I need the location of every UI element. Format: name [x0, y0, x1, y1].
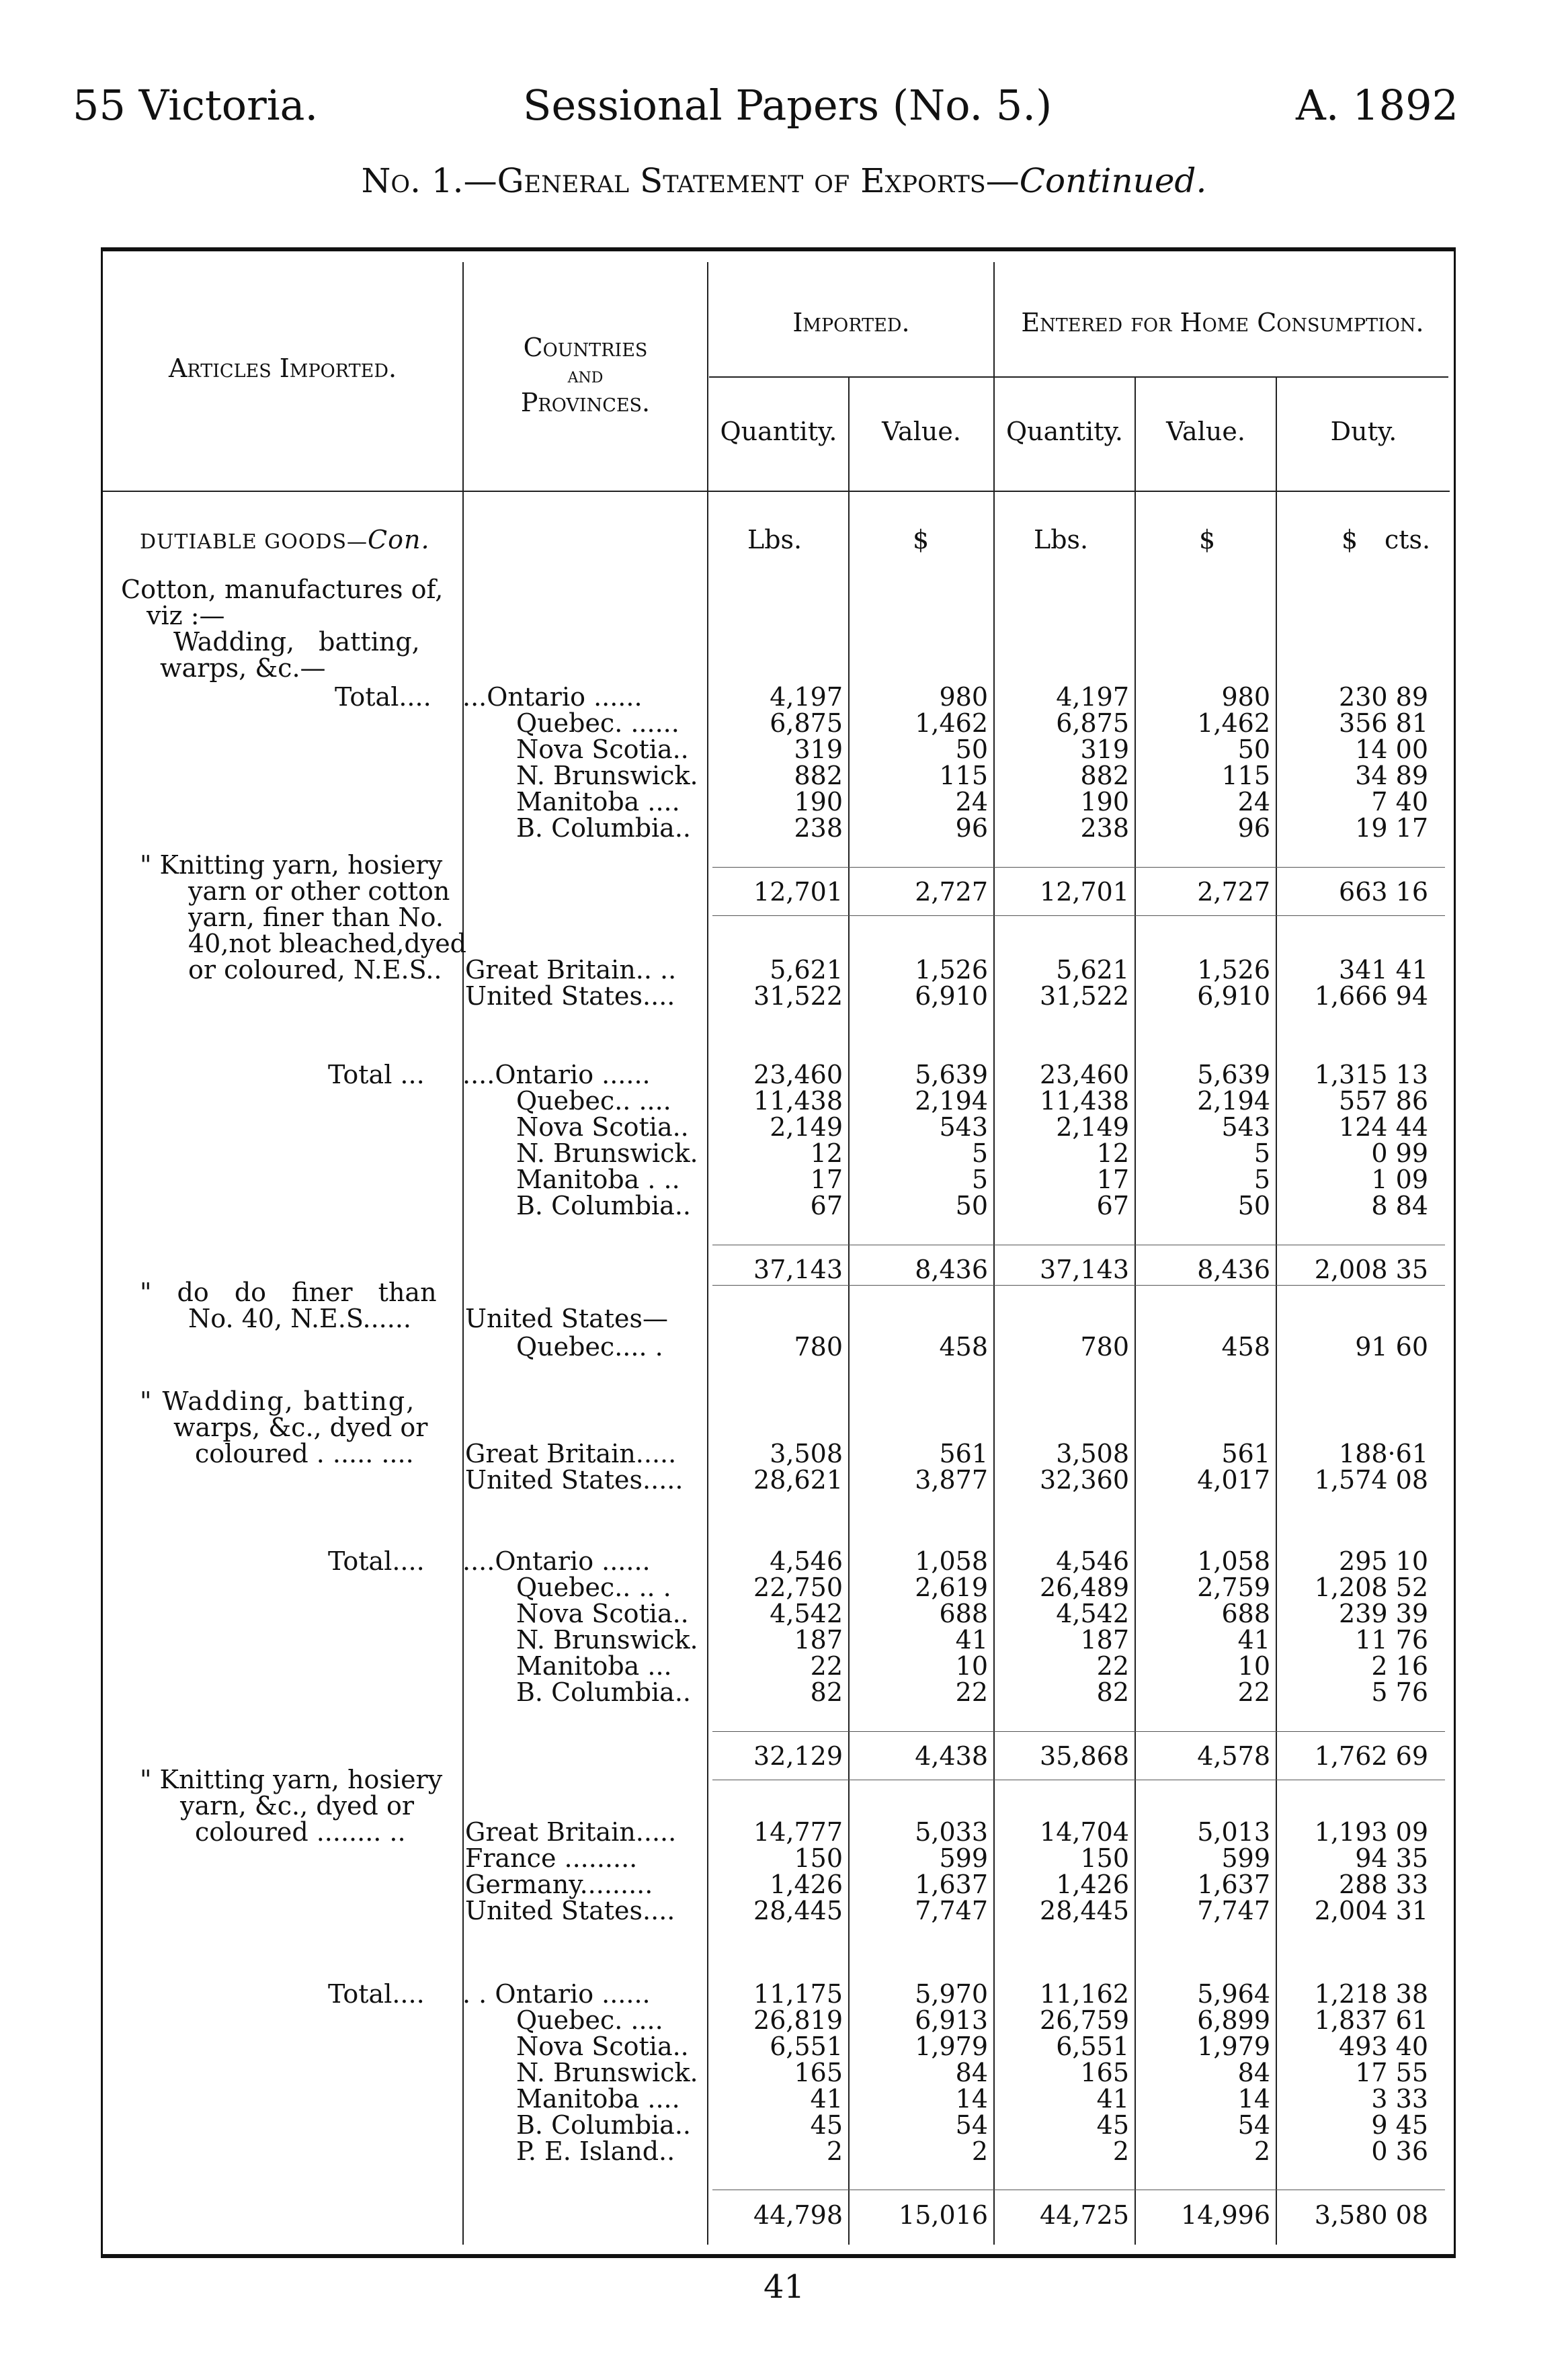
cell-country: Quebec.... .	[516, 1332, 663, 1362]
cell-value-imported: 5	[971, 1138, 988, 1168]
cell-quantity-entered: 3,508	[1056, 1439, 1129, 1468]
cell-duty: 188·61	[1339, 1439, 1428, 1468]
cell-country: N. Brunswick.	[516, 1625, 698, 1655]
col-rule-quantity1	[848, 376, 850, 2245]
cell-country: Manitoba ...	[516, 1651, 672, 1681]
cell-value-imported: 50	[955, 735, 988, 764]
cell-duty: 17 55	[1355, 2058, 1428, 2087]
cell-duty: 14 00	[1355, 735, 1428, 764]
unit-dollar-imported: $	[913, 525, 930, 554]
cell-quantity-imported: 190	[794, 787, 843, 817]
cell-duty: 1,218 38	[1314, 1979, 1428, 2009]
cell-value-entered: 24	[1237, 787, 1270, 817]
cell-duty: 230 89	[1339, 682, 1428, 712]
article-text: yarn, &c., dyed or	[180, 1791, 414, 1821]
cell-value-entered: 1,979	[1197, 2032, 1270, 2061]
cell-value-entered: 2,759	[1197, 1573, 1270, 1602]
cell-quantity-entered: 14,704	[1040, 1817, 1129, 1847]
cell-value-entered: 4,578	[1197, 1741, 1270, 1771]
cell-duty: 5 76	[1371, 1677, 1428, 1707]
cell-value-entered: 2,727	[1197, 877, 1270, 907]
cell-duty: 0 36	[1371, 2136, 1428, 2166]
cell-quantity-imported: 882	[794, 761, 843, 790]
cell-duty: 91 60	[1355, 1332, 1428, 1362]
cell-quantity-imported: 22,750	[753, 1573, 843, 1602]
col-head-articles: Articles Imported.	[168, 353, 397, 383]
col-head-quantity-entered: Quantity.	[1006, 417, 1123, 446]
cell-quantity-imported: 11,438	[753, 1086, 843, 1116]
col-rule-value2	[1276, 376, 1277, 2245]
cell-quantity-entered: 26,489	[1040, 1573, 1129, 1602]
col-head-countries-3: Provinces.	[520, 388, 651, 417]
cell-value-entered: 5	[1253, 1165, 1270, 1194]
cell-quantity-entered: 45	[1096, 2110, 1129, 2140]
cell-country: N. Brunswick.	[516, 761, 698, 790]
cell-value-entered: 7,747	[1197, 1896, 1270, 1925]
section-rule	[712, 915, 1445, 916]
cell-country: Great Britain.....	[465, 1439, 677, 1468]
section-rule	[712, 1285, 1445, 1286]
unit-dollar-entered: $	[1199, 525, 1216, 554]
cell-quantity-entered: 44,725	[1040, 2200, 1129, 2230]
cell-quantity-imported: 31,522	[753, 981, 843, 1011]
cell-quantity-entered: 190	[1080, 787, 1129, 817]
cell-duty: 1,193 09	[1314, 1817, 1428, 1847]
cell-value-entered: 22	[1237, 1677, 1270, 1707]
cell-quantity-imported: 5,621	[770, 955, 843, 985]
cell-value-imported: 50	[955, 1191, 988, 1220]
cell-country: B. Columbia..	[516, 1677, 691, 1707]
cell-value-entered: 1,058	[1197, 1546, 1270, 1576]
cell-value-imported: 5,033	[915, 1817, 988, 1847]
cell-value-entered: 688	[1221, 1599, 1270, 1628]
cell-value-imported: 1,526	[915, 955, 988, 985]
cell-quantity-entered: 35,868	[1040, 1741, 1129, 1771]
article-text: " Wadding, batting,	[140, 1386, 416, 1416]
cell-value-entered: 458	[1221, 1332, 1270, 1362]
article-text: Total....	[328, 1546, 425, 1576]
cell-country: B. Columbia..	[516, 2110, 691, 2140]
article-text: 40,not bleached,dyed	[188, 929, 467, 958]
cell-quantity-imported: 187	[794, 1625, 843, 1655]
cell-quantity-entered: 4,542	[1056, 1599, 1129, 1628]
cell-country: Nova Scotia..	[516, 735, 689, 764]
cell-country: P. E. Island..	[516, 2136, 675, 2166]
total-rule	[712, 867, 1445, 868]
cell-quantity-entered: 11,438	[1040, 1086, 1129, 1116]
cell-duty: 356 81	[1339, 708, 1428, 738]
col-head-duty: Duty.	[1330, 417, 1397, 446]
cell-value-imported: 115	[939, 761, 988, 790]
cell-value-entered: 96	[1237, 813, 1270, 843]
title-main: No. 1.—General Statement of Exports—	[361, 161, 1020, 200]
article-text: " Knitting yarn, hosiery	[140, 1765, 443, 1794]
cell-country: Nova Scotia..	[516, 1112, 689, 1142]
cell-quantity-entered: 11,162	[1040, 1979, 1129, 2009]
cell-quantity-entered: 6,551	[1056, 2032, 1129, 2061]
cell-quantity-imported: 22	[810, 1651, 843, 1681]
cell-quantity-entered: 2,149	[1056, 1112, 1129, 1142]
cell-value-imported: 1,637	[915, 1870, 988, 1899]
cell-value-entered: 561	[1221, 1439, 1270, 1468]
cell-value-imported: 7,747	[915, 1896, 988, 1925]
cell-duty: 1,837 61	[1314, 2005, 1428, 2035]
col-head-countries-2: and	[567, 362, 604, 388]
cell-value-entered: 980	[1221, 682, 1270, 712]
cell-quantity-entered: 82	[1096, 1677, 1129, 1707]
cell-country: United States—	[465, 1304, 669, 1333]
cell-value-imported: 4,438	[915, 1741, 988, 1771]
cell-country: B. Columbia..	[516, 813, 691, 843]
cell-quantity-entered: 41	[1096, 2084, 1129, 2114]
unit-lbs-imported: Lbs.	[747, 525, 802, 554]
cell-value-entered: 14,996	[1181, 2200, 1270, 2230]
unit-dollar-duty: $	[1342, 525, 1358, 554]
cell-quantity-imported: 11,175	[753, 1979, 843, 2009]
cell-duty: 493 40	[1339, 2032, 1428, 2061]
cell-quantity-entered: 28,445	[1040, 1896, 1129, 1925]
cell-quantity-imported: 238	[794, 813, 843, 843]
cell-quantity-imported: 32,129	[753, 1741, 843, 1771]
cell-value-entered: 54	[1237, 2110, 1270, 2140]
cell-value-imported: 10	[955, 1651, 988, 1681]
cell-value-entered: 5,013	[1197, 1817, 1270, 1847]
section-heading-text: DUTIABLE GOODS—	[140, 530, 368, 554]
cell-value-imported: 14	[955, 2084, 988, 2114]
cell-value-entered: 50	[1237, 1191, 1270, 1220]
cell-quantity-imported: 28,621	[753, 1465, 843, 1495]
article-text: coloured ........ ..	[195, 1817, 406, 1847]
cell-duty: 8 84	[1371, 1191, 1428, 1220]
col-head-value-imported: Value.	[882, 417, 961, 446]
cell-quantity-entered: 67	[1096, 1191, 1129, 1220]
cell-quantity-imported: 45	[810, 2110, 843, 2140]
cell-quantity-entered: 882	[1080, 761, 1129, 790]
cell-country: Great Britain.....	[465, 1817, 677, 1847]
cell-value-imported: 1,058	[915, 1546, 988, 1576]
cell-duty: 295 10	[1339, 1546, 1428, 1576]
cell-duty: 341 41	[1339, 955, 1428, 985]
article-text: Wadding, batting,	[173, 627, 420, 657]
cell-duty: 1,208 52	[1314, 1573, 1428, 1602]
cell-country: Great Britain.. ..	[465, 955, 677, 985]
cell-value-imported: 3,877	[915, 1465, 988, 1495]
cell-quantity-entered: 780	[1080, 1332, 1129, 1362]
cell-value-entered: 2,194	[1197, 1086, 1270, 1116]
cell-quantity-entered: 32,360	[1040, 1465, 1129, 1495]
cell-value-entered: 1,462	[1197, 708, 1270, 738]
cell-value-imported: 24	[955, 787, 988, 817]
cell-value-entered: 84	[1237, 2058, 1270, 2087]
cell-value-entered: 4,017	[1197, 1465, 1270, 1495]
cell-quantity-entered: 238	[1080, 813, 1129, 843]
unit-lbs-entered: Lbs.	[1034, 525, 1089, 554]
header-subrule	[709, 376, 1448, 378]
cell-country: United States....	[465, 981, 675, 1011]
col-head-countries-1: Countries	[523, 333, 648, 362]
cell-value-imported: 41	[955, 1625, 988, 1655]
cell-duty: 11 76	[1355, 1625, 1428, 1655]
article-text: coloured . ..... ....	[195, 1439, 414, 1468]
cell-quantity-imported: 1,426	[770, 1870, 843, 1899]
cell-quantity-entered: 22	[1096, 1651, 1129, 1681]
cell-quantity-imported: 4,197	[770, 682, 843, 712]
cell-value-imported: 6,913	[915, 2005, 988, 2035]
cell-country: Quebec. ......	[516, 708, 679, 738]
cell-duty: 7 40	[1371, 787, 1428, 817]
cell-country: N. Brunswick.	[516, 2058, 698, 2087]
article-text: " Knitting yarn, hosiery	[140, 850, 443, 880]
cell-quantity-entered: 187	[1080, 1625, 1129, 1655]
cell-value-imported: 458	[939, 1332, 988, 1362]
cell-quantity-entered: 23,460	[1040, 1060, 1129, 1089]
cell-quantity-imported: 2	[826, 2136, 843, 2166]
cell-duty: 2,008 35	[1314, 1255, 1428, 1284]
cell-value-imported: 2,194	[915, 1086, 988, 1116]
cell-value-imported: 1,979	[915, 2032, 988, 2061]
cell-quantity-imported: 44,798	[753, 2200, 843, 2230]
cell-country: N. Brunswick.	[516, 1138, 698, 1168]
col-rule-value1	[993, 262, 995, 2245]
cell-country: Nova Scotia..	[516, 2032, 689, 2061]
cell-quantity-entered: 12	[1096, 1138, 1129, 1168]
cell-duty: 9 45	[1371, 2110, 1428, 2140]
cell-country: ....Ontario ......	[462, 1060, 651, 1089]
article-text: Total ...	[328, 1060, 425, 1089]
article-text: Total....	[328, 1979, 425, 2009]
cell-quantity-imported: 23,460	[753, 1060, 843, 1089]
cell-value-imported: 543	[939, 1112, 988, 1142]
cell-duty: 94 35	[1355, 1843, 1428, 1873]
cell-duty: 1,574 08	[1314, 1465, 1428, 1495]
cell-value-entered: 1,526	[1197, 955, 1270, 985]
cell-quantity-imported: 67	[810, 1191, 843, 1220]
cell-duty: 1,666 94	[1314, 981, 1428, 1011]
cell-quantity-entered: 165	[1080, 2058, 1129, 2087]
cell-value-entered: 2	[1253, 2136, 1270, 2166]
cell-value-entered: 599	[1221, 1843, 1270, 1873]
section-heading	[140, 527, 430, 555]
cell-value-entered: 5,964	[1197, 1979, 1270, 2009]
cell-value-imported: 96	[955, 813, 988, 843]
cell-quantity-imported: 2,149	[770, 1112, 843, 1142]
col-head-quantity-imported: Quantity.	[720, 417, 837, 446]
cell-value-imported: 980	[939, 682, 988, 712]
cell-value-entered: 115	[1221, 761, 1270, 790]
cell-value-imported: 5,639	[915, 1060, 988, 1089]
header-sessional-papers: Sessional Papers (No. 5.)	[523, 81, 1053, 130]
cell-country: Manitoba . ..	[516, 1165, 680, 1194]
cell-value-entered: 6,899	[1197, 2005, 1270, 2035]
cell-country: . . Ontario ......	[462, 1979, 651, 2009]
cell-quantity-imported: 12	[810, 1138, 843, 1168]
cell-value-entered: 41	[1237, 1625, 1270, 1655]
cell-duty: 124 44	[1339, 1112, 1428, 1142]
cell-quantity-imported: 4,542	[770, 1599, 843, 1628]
cell-quantity-imported: 37,143	[753, 1255, 843, 1284]
cell-value-imported: 5	[971, 1165, 988, 1194]
cell-quantity-entered: 4,546	[1056, 1546, 1129, 1576]
cell-quantity-entered: 37,143	[1040, 1255, 1129, 1284]
cell-country: Quebec.. .. .	[516, 1573, 671, 1602]
col-rule-articles	[462, 262, 464, 2245]
cell-country: Nova Scotia..	[516, 1599, 689, 1628]
cell-value-entered: 5	[1253, 1138, 1270, 1168]
col-head-entered: Entered for Home Consumption.	[1021, 308, 1424, 337]
cell-quantity-imported: 41	[810, 2084, 843, 2114]
cell-value-imported: 84	[955, 2058, 988, 2087]
unit-cents-duty: cts.	[1385, 525, 1431, 554]
cell-value-imported: 8,436	[915, 1255, 988, 1284]
cell-value-entered: 1,637	[1197, 1870, 1270, 1899]
cell-duty: 1 09	[1371, 1165, 1428, 1194]
cell-quantity-entered: 1,426	[1056, 1870, 1129, 1899]
cell-country: Quebec.. ....	[516, 1086, 671, 1116]
cell-duty: 663 16	[1339, 877, 1428, 907]
section-heading-con: Con.	[368, 525, 430, 554]
cell-duty: 1,315 13	[1314, 1060, 1428, 1089]
article-text: or coloured, N.E.S..	[188, 955, 442, 985]
article-text: yarn or other cotton	[188, 876, 450, 906]
cell-value-imported: 5,970	[915, 1979, 988, 2009]
cell-country: Manitoba ....	[516, 2084, 680, 2114]
article-text: viz :—	[147, 601, 225, 630]
cell-duty: 239 39	[1339, 1599, 1428, 1628]
cell-value-imported: 688	[939, 1599, 988, 1628]
cell-quantity-imported: 319	[794, 735, 843, 764]
article-text: yarn, finer than No.	[188, 903, 444, 932]
cell-quantity-entered: 2	[1112, 2136, 1129, 2166]
cell-value-imported: 561	[939, 1439, 988, 1468]
header-volume: 55 Victoria.	[73, 81, 319, 130]
cell-quantity-entered: 12,701	[1040, 877, 1129, 907]
cell-quantity-imported: 150	[794, 1843, 843, 1873]
cell-value-entered: 5,639	[1197, 1060, 1270, 1089]
cell-quantity-entered: 31,522	[1040, 981, 1129, 1011]
page-title	[0, 161, 1568, 200]
article-text: " do do finer than	[140, 1278, 437, 1307]
cell-duty: 1,762 69	[1314, 1741, 1428, 1771]
cell-value-entered: 6,910	[1197, 981, 1270, 1011]
cell-quantity-entered: 6,875	[1056, 708, 1129, 738]
cell-country: B. Columbia..	[516, 1191, 691, 1220]
header-bottom-rule	[103, 491, 1450, 492]
article-text: warps, &c., dyed or	[173, 1413, 428, 1442]
cell-value-entered: 8,436	[1197, 1255, 1270, 1284]
cell-quantity-entered: 319	[1080, 735, 1129, 764]
cell-quantity-entered: 5,621	[1056, 955, 1129, 985]
cell-value-imported: 2,619	[915, 1573, 988, 1602]
cell-quantity-entered: 4,197	[1056, 682, 1129, 712]
cell-quantity-imported: 12,701	[753, 877, 843, 907]
cell-duty: 0 99	[1371, 1138, 1428, 1168]
cell-value-entered: 543	[1221, 1112, 1270, 1142]
cell-value-imported: 599	[939, 1843, 988, 1873]
article-text: Cotton, manufactures of,	[121, 575, 444, 604]
cell-duty: 2,004 31	[1314, 1896, 1428, 1925]
cell-country: ...Ontario ......	[462, 682, 643, 712]
cell-duty: 3,580 08	[1314, 2200, 1428, 2230]
cell-value-imported: 22	[955, 1677, 988, 1707]
cell-duty: 34 89	[1355, 761, 1428, 790]
cell-value-imported: 2	[971, 2136, 988, 2166]
cell-value-entered: 14	[1237, 2084, 1270, 2114]
col-head-value-entered: Value.	[1166, 417, 1245, 446]
header-year: A. 1892	[1296, 81, 1458, 130]
article-text: Total....	[335, 682, 431, 712]
cell-quantity-entered: 26,759	[1040, 2005, 1129, 2035]
cell-country: Manitoba ....	[516, 787, 680, 817]
col-head-imported: Imported.	[792, 308, 910, 337]
cell-quantity-imported: 780	[794, 1332, 843, 1362]
cell-quantity-imported: 6,551	[770, 2032, 843, 2061]
cell-country: Quebec. ....	[516, 2005, 663, 2035]
cell-quantity-imported: 17	[810, 1165, 843, 1194]
cell-country: Germany.........	[465, 1870, 653, 1899]
cell-duty: 2 16	[1371, 1651, 1428, 1681]
cell-duty: 288 33	[1339, 1870, 1428, 1899]
cell-country: France .........	[465, 1843, 638, 1873]
cell-quantity-imported: 82	[810, 1677, 843, 1707]
total-rule	[712, 1731, 1445, 1732]
cell-value-imported: 1,462	[915, 708, 988, 738]
cell-quantity-imported: 3,508	[770, 1439, 843, 1468]
cell-quantity-imported: 14,777	[753, 1817, 843, 1847]
cell-value-entered: 10	[1237, 1651, 1270, 1681]
cell-value-imported: 15,016	[899, 2200, 988, 2230]
cell-quantity-imported: 26,819	[753, 2005, 843, 2035]
cell-quantity-imported: 165	[794, 2058, 843, 2087]
cell-duty: 3 33	[1371, 2084, 1428, 2114]
cell-quantity-entered: 150	[1080, 1843, 1129, 1873]
cell-quantity-imported: 28,445	[753, 1896, 843, 1925]
cell-duty: 19 17	[1355, 813, 1428, 843]
title-continued: Continued.	[1019, 161, 1207, 200]
cell-country: ....Ontario ......	[462, 1546, 651, 1576]
cell-value-imported: 2,727	[915, 877, 988, 907]
page-number: 41	[763, 2268, 805, 2306]
col-rule-quantity2	[1134, 376, 1136, 2245]
col-rule-countries	[707, 262, 708, 2245]
cell-quantity-imported: 6,875	[770, 708, 843, 738]
cell-duty: 557 86	[1339, 1086, 1428, 1116]
cell-quantity-imported: 4,546	[770, 1546, 843, 1576]
cell-country: United States....	[465, 1896, 675, 1925]
article-text: No. 40, N.E.S......	[188, 1304, 411, 1333]
article-text: warps, &c.—	[160, 653, 326, 683]
cell-country: United States.....	[465, 1465, 684, 1495]
cell-value-entered: 50	[1237, 735, 1270, 764]
cell-value-imported: 6,910	[915, 981, 988, 1011]
cell-value-imported: 54	[955, 2110, 988, 2140]
cell-quantity-entered: 17	[1096, 1165, 1129, 1194]
